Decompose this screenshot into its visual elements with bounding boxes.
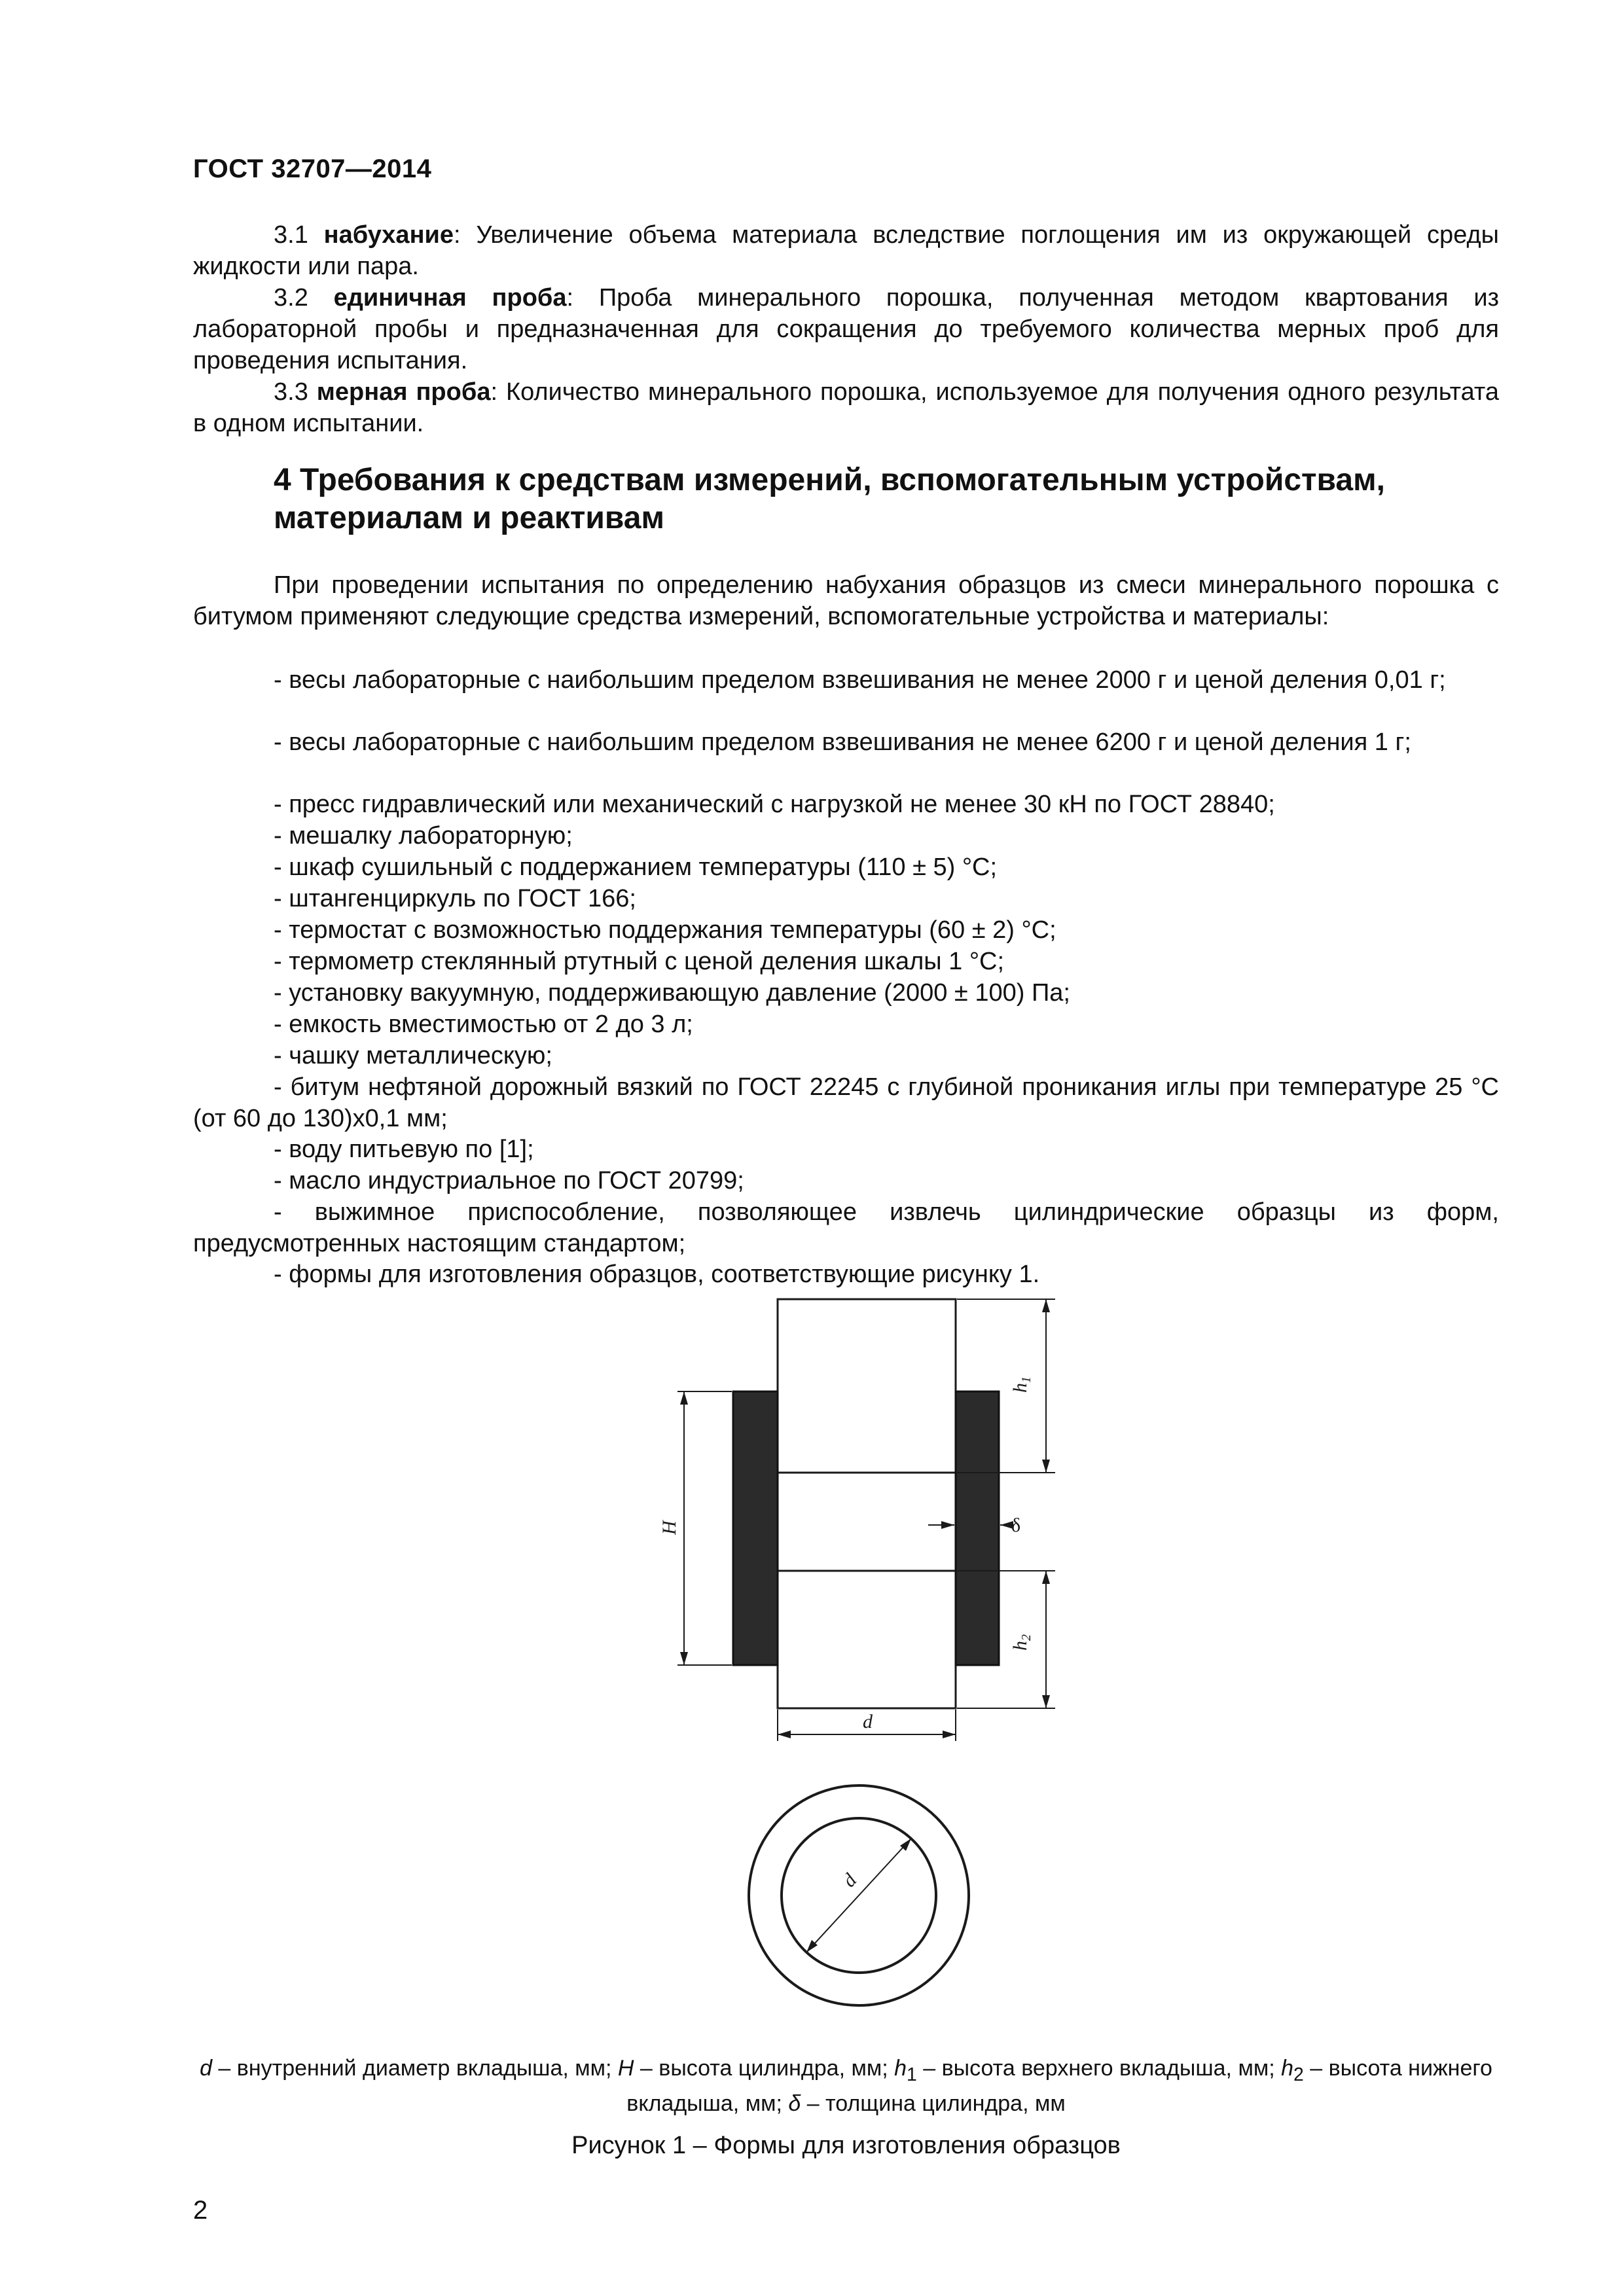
list-item: - шкаф сушильный с поддержанием температуры (110 ± 5) °С; [274,853,998,881]
label-h2: $h_2$ [1009,1634,1034,1651]
section-intro: При проведении испытания по определению набухания образцов из смеси минерального порошка с битумом применяют следующие средства измерений, вспомогательные устройства и материалы: [193,571,1499,630]
list-item: - установку вакуумную, поддерживающую давление (2000 ± 100) Па; [274,979,1070,1007]
diameter-line [806,1839,911,1952]
section-title: 4 Требования к средствам измерений, вспомогательным устройствам, материалам и реактивам [274,463,1385,535]
label-d-top: d [838,1869,861,1892]
figure-legend: d – внутренний диаметр вкладыша, мм; H – высота цилиндра, мм; $h_1$ – высота верхнего вкладыша, мм; $h_2$ – высота нижнего вкладыша, мм; δ – толщина цилиндра, мм [200,2056,1492,2116]
term: единичная проба [333,284,567,312]
cylinder-wall-left [733,1391,778,1665]
definition-3-2: 3.2 единичная проба: Проба минерального порошка, полученная методом квартования из лабораторной пробы и предназначенная для сокращения до требуемого количества мерных проб для проведения испытания. [193,284,1499,374]
list-item: - чашку металлическую; [274,1042,552,1069]
list-item: - термостат с возможностью поддержания температуры (60 ± 2) °С; [274,916,1056,944]
list-item: - битум нефтяной дорожный вязкий по ГОСТ 22245 с глубиной проникания иглы при температуре 25 °С (от 60 до 130)х0,1 мм; [193,1073,1499,1132]
list-item: - масло индустриальное по ГОСТ 20799; [274,1167,744,1194]
label-H: H [659,1520,680,1535]
definition-3-1: 3.1 набухание: Увеличение объема материала вследствие поглощения им из окружающей среды жидкости или пара. [193,221,1499,280]
term: набухание [323,221,454,249]
list-item: - термометр стеклянный ртутный с ценой деления шкалы 1 °С; [274,948,1005,975]
list-item: - формы для изготовления образцов, соответствующие рисунку 1. [274,1261,1040,1288]
list-item: - выжимное приспособление, позволяющее извлечь цилиндрические образцы из форм, предусмотренных настоящим стандартом; [193,1198,1499,1257]
list-item: - емкость вместимостью от 2 до 3 л; [274,1011,693,1038]
mold-drawing [648,1286,1067,2026]
page-number: 2 [193,2196,208,2225]
term: мерная проба [316,378,491,406]
list-item: - мешалку лабораторную; [274,822,573,850]
cylinder-wall-right [956,1391,999,1665]
list-item: - пресс гидравлический или механический с нагрузкой не менее 30 кН по ГОСТ 28840; [274,791,1275,818]
label-h1: $h_1$ [1009,1376,1034,1393]
label-d-side: d [863,1711,873,1732]
list-item: - воду питьевую по [1]; [274,1136,534,1163]
insert-outline [778,1299,956,1708]
label-delta: δ [1011,1515,1021,1536]
figure-title: Рисунок 1 – Формы для изготовления образцов [571,2132,1121,2159]
list-item: - весы лабораторные с наибольшим пределом взвешивания не менее 6200 г и ценой деления 1 г; [274,728,1411,756]
list-item: - штангенциркуль по ГОСТ 166; [274,885,636,912]
list-item: - весы лабораторные с наибольшим пределом взвешивания не менее 2000 г и ценой деления 0,01 г; [274,666,1446,694]
document-header: ГОСТ 32707—2014 [193,154,432,183]
definition-3-3: 3.3 мерная проба: Количество минерального порошка, используемое для получения одного результата в одном испытании. [193,378,1499,437]
